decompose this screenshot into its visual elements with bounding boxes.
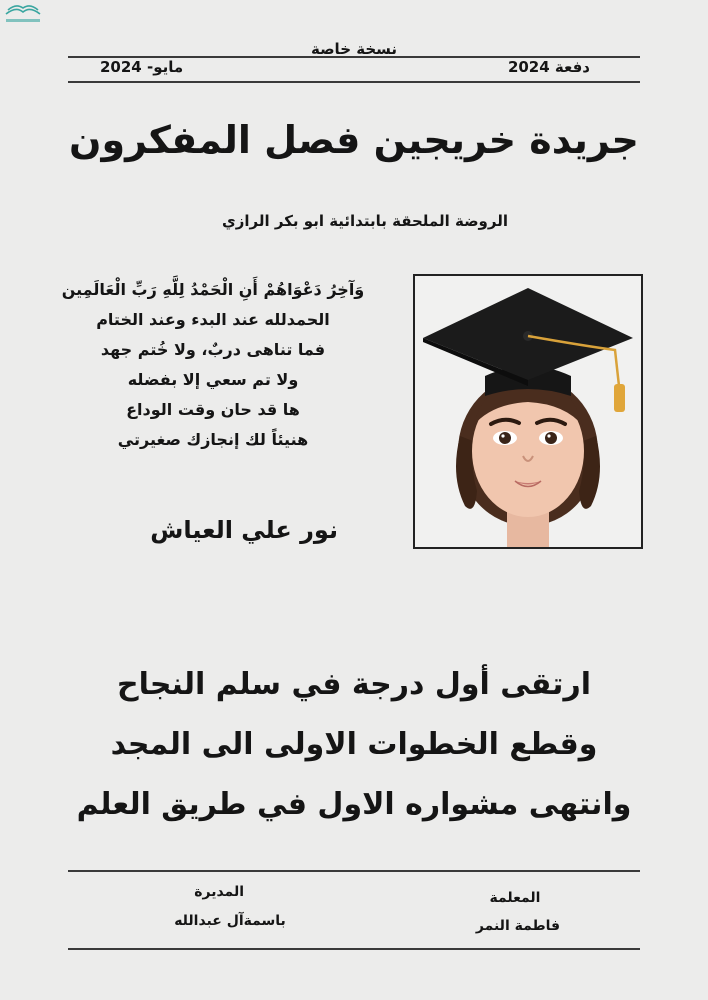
poem-line: هنيئاً لك إنجازك صغيرتي: [117, 430, 309, 449]
principal-name: باسمةآل عبدالله: [174, 913, 286, 929]
page-title: جريدة خريجين فصل المفكرون: [69, 118, 639, 162]
poem-line: ها قد حان وقت الوداع: [126, 400, 300, 419]
batch-label: دفعة 2024: [507, 58, 590, 76]
poem-line: فما تناهى دربٌ، ولا خُتم جهد: [100, 340, 326, 359]
student-name: نور علي العياش: [150, 516, 338, 544]
graduation-quote: [0, 655, 708, 835]
ministry-logo-icon: [0, 0, 46, 28]
quote-line: ارتقى أول درجة في سلم النجاح: [117, 667, 591, 702]
quote-line: وقطع الخطوات الاولى الى المجد: [110, 727, 598, 762]
poem-line: وَآخِرُ دَعْوَاهُمْ أَنِ الْحَمْدُ لِلَّهِ رَبِّ الْعَالَمِين: [61, 280, 365, 299]
poem-line: الحمدلله عند البدء وعند الختام: [96, 310, 330, 329]
graduate-girl-illustration: [415, 276, 641, 547]
footer-top-rule: [68, 870, 640, 872]
footer-bottom-rule: [68, 948, 640, 950]
poem-line: ولا تم سعي إلا بفضله: [127, 370, 299, 389]
poem-block: [23, 275, 403, 455]
principal-role: المديرة: [194, 884, 244, 900]
graduate-photo: [413, 274, 643, 549]
issue-date: مايو- 2024: [100, 58, 184, 76]
quote-line: وانتهى مشواره الاول في طريق العلم: [76, 787, 632, 822]
school-name: الروضة الملحقة بابتدائية ابو بكر الرازي: [222, 212, 508, 230]
special-edition-label: نسخة خاصة: [310, 40, 398, 58]
header-bottom-rule: [68, 81, 640, 83]
teacher-role: المعلمة: [489, 890, 541, 906]
teacher-name: فاطمة النمر: [475, 918, 561, 934]
